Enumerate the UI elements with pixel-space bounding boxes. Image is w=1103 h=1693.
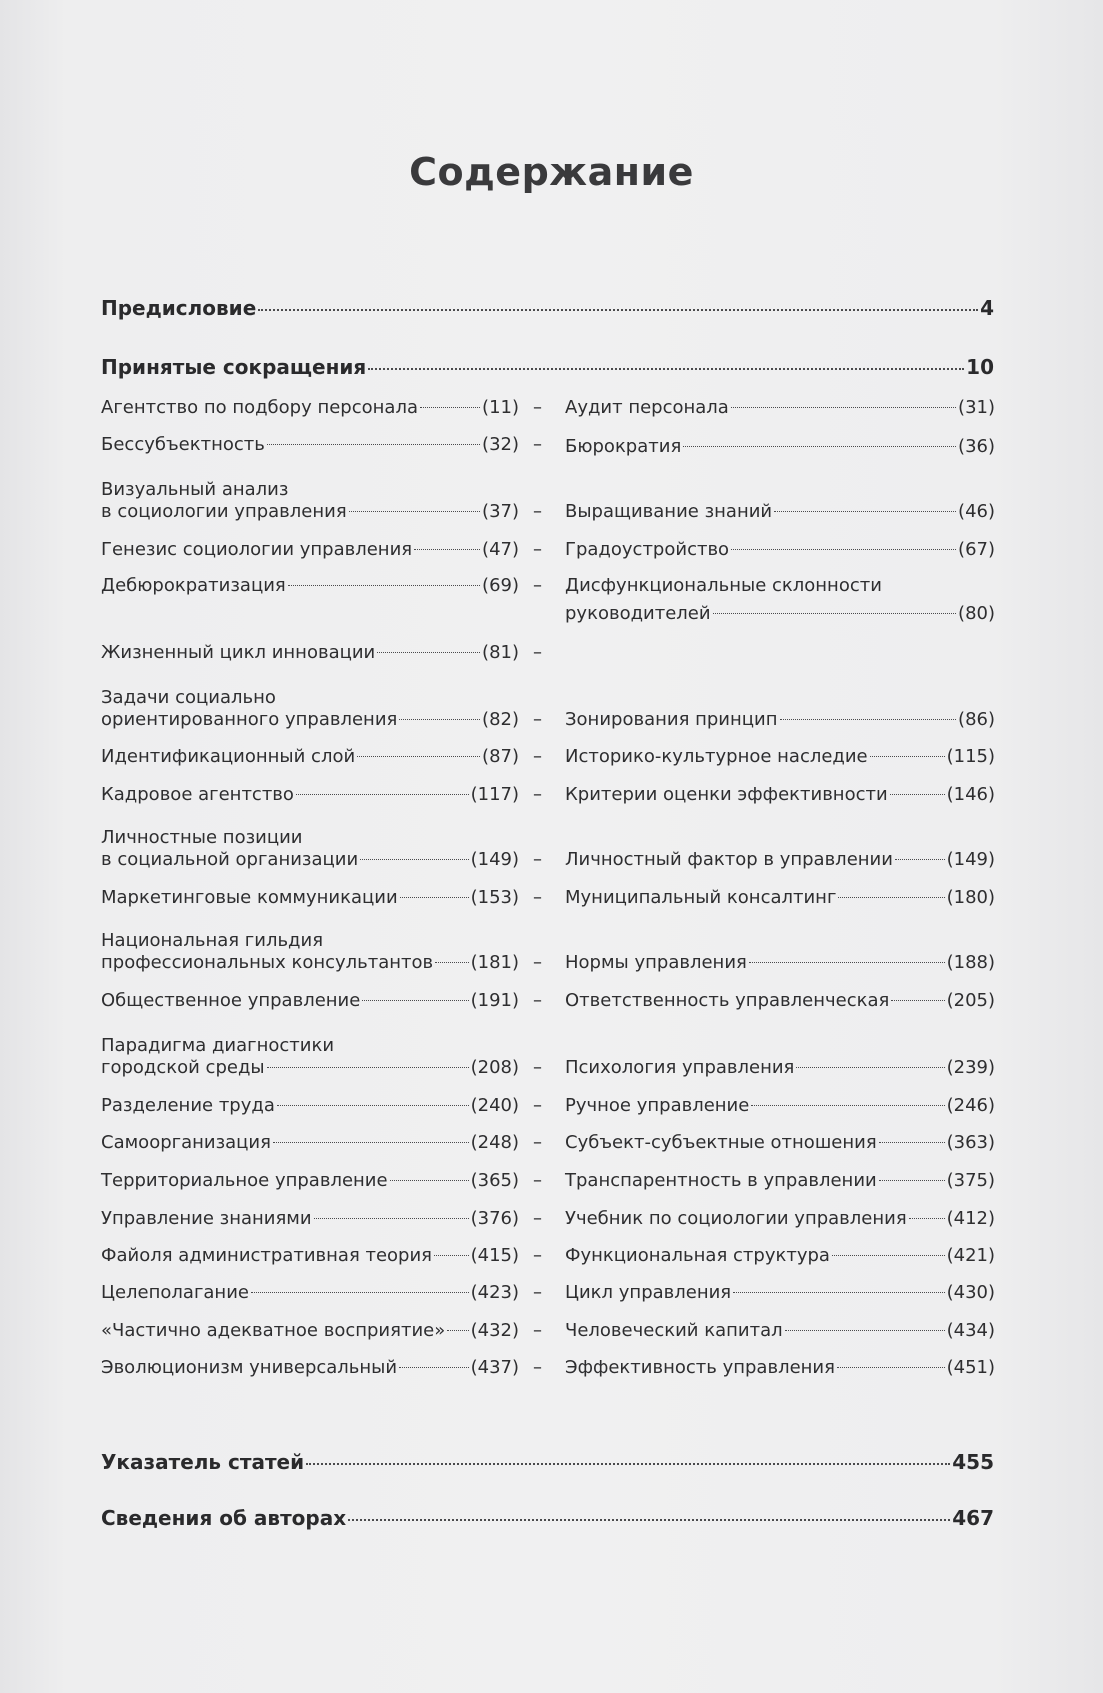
toc-entry-label: профессиональных консультантов <box>101 952 434 973</box>
dash-separator: – <box>533 1057 542 1078</box>
dot-leader <box>277 1105 469 1106</box>
toc-entry-label: Эволюционизм универсальный <box>101 1357 398 1378</box>
toc-entry-right[interactable] <box>565 1129 995 1157</box>
toc-entry-label-line1: Визуальный анализ <box>101 479 289 500</box>
toc-entry-label: Самоорганизация <box>101 1132 271 1153</box>
toc-entry-right[interactable] <box>565 884 995 912</box>
dot-leader <box>399 1367 468 1368</box>
toc-entry-left[interactable] <box>101 1242 519 1270</box>
dot-leader <box>288 585 480 586</box>
dot-leader <box>870 756 945 757</box>
dot-leader <box>357 756 480 757</box>
dot-leader <box>414 549 480 550</box>
toc-entry-label: Субъект-субъектные отношения <box>565 1132 877 1153</box>
toc-entry-label: ориентированного управления <box>101 709 398 730</box>
toc-entry-label: «Частично адекватное восприятие» <box>101 1320 446 1341</box>
toc-entry-label: Общественное управление <box>101 990 361 1011</box>
toc-entry-page: (375) <box>946 1170 995 1191</box>
toc-entry-page: (67) <box>958 539 995 560</box>
dot-leader <box>879 1142 945 1143</box>
dot-leader <box>258 309 978 311</box>
toc-entry-page: (208) <box>470 1057 519 1078</box>
toc-entry-right[interactable] <box>565 1279 995 1307</box>
toc-entry-right[interactable] <box>565 498 995 526</box>
toc-entry-left[interactable] <box>101 1354 519 1382</box>
dot-leader <box>400 897 469 898</box>
toc-entry-page: (437) <box>470 1357 519 1378</box>
dot-leader <box>891 1000 944 1001</box>
dot-leader <box>731 407 956 408</box>
toc-entry-label: руководителей <box>565 603 711 624</box>
toc-entry-page: (188) <box>946 952 995 973</box>
dot-leader <box>785 1330 945 1331</box>
toc-entry-page: (430) <box>946 1282 995 1303</box>
toc-entry-label: Выращивание знаний <box>565 501 773 522</box>
dash-separator: – <box>533 397 542 418</box>
toc-entry-page: (421) <box>946 1245 995 1266</box>
toc-entry-page: (412) <box>946 1208 995 1229</box>
toc-entry-page: (363) <box>946 1132 995 1153</box>
toc-entry-page: (248) <box>470 1132 519 1153</box>
dot-leader <box>267 1067 469 1068</box>
toc-entry-right[interactable] <box>565 743 995 771</box>
dash-separator: – <box>533 746 542 767</box>
toc-entry-authors[interactable] <box>101 1506 994 1530</box>
toc-entry-label: Учебник по социологии управления <box>565 1208 907 1229</box>
toc-entry-left[interactable] <box>101 1092 519 1120</box>
toc-entry-label: Сведения об авторах <box>101 1506 347 1530</box>
dash-separator: – <box>533 709 542 730</box>
toc-entry-label: Транспарентность в управлении <box>565 1170 877 1191</box>
toc-entry-page: (365) <box>470 1170 519 1191</box>
toc-entry-label: Кадровое агентство <box>101 784 294 805</box>
toc-entry-label-line1: Дисфункциональные склонности <box>565 575 882 596</box>
toc-entry-page: (36) <box>958 436 995 457</box>
dot-leader <box>890 794 945 795</box>
toc-entry-label: в социальной организации <box>101 849 359 870</box>
toc-entry-page: (11) <box>482 397 519 418</box>
dot-leader <box>306 1463 950 1465</box>
toc-entry-right[interactable] <box>565 600 995 628</box>
toc-entry-page: 467 <box>952 1506 994 1530</box>
toc-entry-page: (432) <box>470 1320 519 1341</box>
toc-entry-left[interactable] <box>101 781 519 809</box>
toc-entry-page: (434) <box>946 1320 995 1341</box>
toc-entry-left[interactable] <box>101 431 519 459</box>
toc-entry-label: Указатель статей <box>101 1450 305 1474</box>
dot-leader <box>362 1000 468 1001</box>
toc-entry-label: Бессубъектность <box>101 434 265 455</box>
toc-entry-label: в социологии управления <box>101 501 347 522</box>
toc-entry-page: (205) <box>946 990 995 1011</box>
toc-entry-page: (115) <box>946 746 995 767</box>
dash-separator: – <box>533 887 542 908</box>
toc-entry-page: (47) <box>482 539 519 560</box>
dot-leader <box>838 897 944 898</box>
dot-leader <box>390 1180 469 1181</box>
toc-entry-label: Муниципальный консалтинг <box>565 887 837 908</box>
dot-leader <box>296 794 469 795</box>
toc-entry-right[interactable] <box>565 536 995 564</box>
dot-leader <box>909 1218 945 1219</box>
toc-entry-left[interactable] <box>101 1317 519 1345</box>
toc-entry-right[interactable] <box>565 706 995 734</box>
toc-entry-label: Генезис социологии управления <box>101 539 413 560</box>
dot-leader <box>273 1142 469 1143</box>
dash-separator: – <box>533 990 542 1011</box>
dot-leader <box>774 511 956 512</box>
dash-separator: – <box>533 1132 542 1153</box>
toc-entry-label-line1: Личностные позиции <box>101 827 303 848</box>
toc-entry-page: (181) <box>470 952 519 973</box>
toc-entry-label: Жизненный цикл инновации <box>101 642 376 663</box>
toc-entry-page: (149) <box>946 849 995 870</box>
dot-leader <box>749 962 945 963</box>
toc-entry-label-line1: Парадигма диагностики <box>101 1035 335 1056</box>
toc-entry-left[interactable] <box>101 639 519 667</box>
dot-leader <box>832 1255 945 1256</box>
dot-leader <box>837 1367 945 1368</box>
dot-leader <box>733 1292 944 1293</box>
dot-leader <box>360 859 468 860</box>
toc-entry-label: Личностный фактор в управлении <box>565 849 893 870</box>
toc-entry-right[interactable] <box>565 949 995 977</box>
toc-entry-label: Ручное управление <box>565 1095 750 1116</box>
dash-separator: – <box>533 501 542 522</box>
dash-separator: – <box>533 952 542 973</box>
toc-entry-page: (191) <box>470 990 519 1011</box>
page-title: Содержание <box>409 150 694 194</box>
toc-entry-page: (82) <box>482 709 519 730</box>
dash-separator: – <box>533 434 542 455</box>
dot-leader <box>447 1330 468 1331</box>
toc-entry-right[interactable] <box>565 1317 995 1345</box>
toc-entry-left[interactable] <box>101 1279 519 1307</box>
toc-entry-page: (240) <box>470 1095 519 1116</box>
dot-leader <box>796 1067 944 1068</box>
toc-entry-label: Бюрократия <box>565 436 682 457</box>
dot-leader <box>420 407 480 408</box>
toc-entry-page: (451) <box>946 1357 995 1378</box>
toc-entry-label-line1: Задачи социально <box>101 687 276 708</box>
toc-entry-left[interactable] <box>101 987 519 1015</box>
toc-entry-page: (46) <box>958 501 995 522</box>
toc-entry-label: Файоля административная теория <box>101 1245 433 1266</box>
toc-entry-left[interactable] <box>101 1205 519 1233</box>
toc-entry-page: (69) <box>482 575 519 596</box>
dash-separator: – <box>533 784 542 805</box>
toc-entry-page: (37) <box>482 501 519 522</box>
toc-entry-abbreviations[interactable] <box>101 355 994 379</box>
dash-separator: – <box>533 642 542 663</box>
toc-entry-page: (149) <box>470 849 519 870</box>
dash-separator: – <box>533 1208 542 1229</box>
toc-entry-label: Ответственность управленческая <box>565 990 890 1011</box>
dash-separator: – <box>533 1282 542 1303</box>
toc-entry-label: Разделение труда <box>101 1095 275 1116</box>
toc-entry-page: (81) <box>482 642 519 663</box>
toc-entry-page: (86) <box>958 709 995 730</box>
toc-entry-right[interactable] <box>565 846 995 874</box>
toc-entry-right[interactable] <box>565 987 995 1015</box>
dot-leader <box>399 719 480 720</box>
toc-entry-label: Дебюрократизация <box>101 575 286 596</box>
dash-separator: – <box>533 849 542 870</box>
toc-entry-page: (423) <box>470 1282 519 1303</box>
toc-entry-page: (246) <box>946 1095 995 1116</box>
toc-entry-label: Территориальное управление <box>101 1170 388 1191</box>
dash-separator: – <box>533 1095 542 1116</box>
toc-entry-label: Историко-культурное наследие <box>565 746 868 767</box>
toc-entry-right[interactable] <box>565 1205 995 1233</box>
toc-entry-right[interactable] <box>565 1054 995 1082</box>
toc-entry-right[interactable] <box>565 1167 995 1195</box>
toc-entry-page: 4 <box>980 296 994 320</box>
toc-entry-page: 10 <box>966 355 994 379</box>
toc-entry-left[interactable] <box>101 536 519 564</box>
toc-entry-left[interactable] <box>101 743 519 771</box>
toc-entry-label: Функциональная структура <box>565 1245 830 1266</box>
toc-entry-label: Психология управления <box>565 1057 795 1078</box>
toc-entry-left[interactable] <box>101 1129 519 1157</box>
dot-leader <box>713 613 956 614</box>
toc-entry-label: Зонирования принцип <box>565 709 778 730</box>
toc-entry-preface[interactable] <box>101 296 994 320</box>
dot-leader <box>895 859 945 860</box>
dash-separator: – <box>533 575 542 596</box>
toc-entry-page: (117) <box>470 784 519 805</box>
toc-entry-left[interactable] <box>101 706 519 734</box>
toc-entry-label: Управление знаниями <box>101 1208 312 1229</box>
dot-leader <box>731 549 956 550</box>
toc-entry-right[interactable] <box>565 1242 995 1270</box>
dot-leader <box>368 368 964 370</box>
toc-entry-left[interactable] <box>101 884 519 912</box>
dot-leader <box>435 962 468 963</box>
toc-entry-label: Агентство по подбору персонала <box>101 397 418 418</box>
toc-entry-page: 455 <box>952 1450 994 1474</box>
toc-entry-label: Нормы управления <box>565 952 747 973</box>
toc-entry-left[interactable] <box>101 498 519 526</box>
toc-entry-right[interactable] <box>565 394 995 422</box>
toc-entry-page: (80) <box>958 603 995 624</box>
dot-leader <box>267 444 480 445</box>
toc-entry-label: Маркетинговые коммуникации <box>101 887 398 908</box>
toc-entry-left[interactable] <box>101 949 519 977</box>
dot-leader <box>780 719 957 720</box>
toc-entry-page: (146) <box>946 784 995 805</box>
dot-leader <box>879 1180 945 1181</box>
dot-leader <box>377 652 480 653</box>
toc-entry-left[interactable] <box>101 1167 519 1195</box>
toc-entry-right[interactable] <box>565 1092 995 1120</box>
toc-entry-right[interactable] <box>565 781 995 809</box>
toc-entry-label: Эффективность управления <box>565 1357 835 1378</box>
toc-entry-page: (180) <box>946 887 995 908</box>
dot-leader <box>434 1255 469 1256</box>
dot-leader <box>251 1292 469 1293</box>
toc-entry-label: Цикл управления <box>565 1282 732 1303</box>
toc-entry-label: Принятые сокращения <box>101 355 367 379</box>
toc-entry-label: городской среды <box>101 1057 265 1078</box>
toc-entry-left[interactable] <box>101 1054 519 1082</box>
toc-entry-left[interactable] <box>101 846 519 874</box>
dot-leader <box>314 1218 469 1219</box>
dash-separator: – <box>533 1245 542 1266</box>
toc-entry-right[interactable] <box>565 433 995 461</box>
toc-entry-page: (87) <box>482 746 519 767</box>
toc-entry-label: Предисловие <box>101 296 257 320</box>
dash-separator: – <box>533 539 542 560</box>
toc-entry-page: (153) <box>470 887 519 908</box>
dot-leader <box>348 1519 950 1521</box>
toc-entry-right[interactable] <box>565 1354 995 1382</box>
toc-entry-label: Аудит персонала <box>565 397 729 418</box>
toc-entry-page: (32) <box>482 434 519 455</box>
toc-entry-page: (239) <box>946 1057 995 1078</box>
dash-separator: – <box>533 1170 542 1191</box>
toc-entry-page: (415) <box>470 1245 519 1266</box>
toc-entry-label: Идентификационный слой <box>101 746 356 767</box>
toc-entry-left[interactable] <box>101 572 519 600</box>
dot-leader <box>751 1105 944 1106</box>
toc-entry-label: Человеческий капитал <box>565 1320 783 1341</box>
toc-entry-index[interactable] <box>101 1450 994 1474</box>
toc-entry-page: (31) <box>958 397 995 418</box>
dash-separator: – <box>533 1320 542 1341</box>
toc-entry-label: Градоустройство <box>565 539 730 560</box>
dash-separator: – <box>533 1357 542 1378</box>
toc-entry-page: (376) <box>470 1208 519 1229</box>
toc-entry-label: Целеполагание <box>101 1282 249 1303</box>
dot-leader <box>683 446 956 447</box>
dot-leader <box>349 511 480 512</box>
toc-entry-label-line1: Национальная гильдия <box>101 930 324 951</box>
toc-entry-label: Критерии оценки эффективности <box>565 784 888 805</box>
toc-entry-left[interactable] <box>101 394 519 422</box>
